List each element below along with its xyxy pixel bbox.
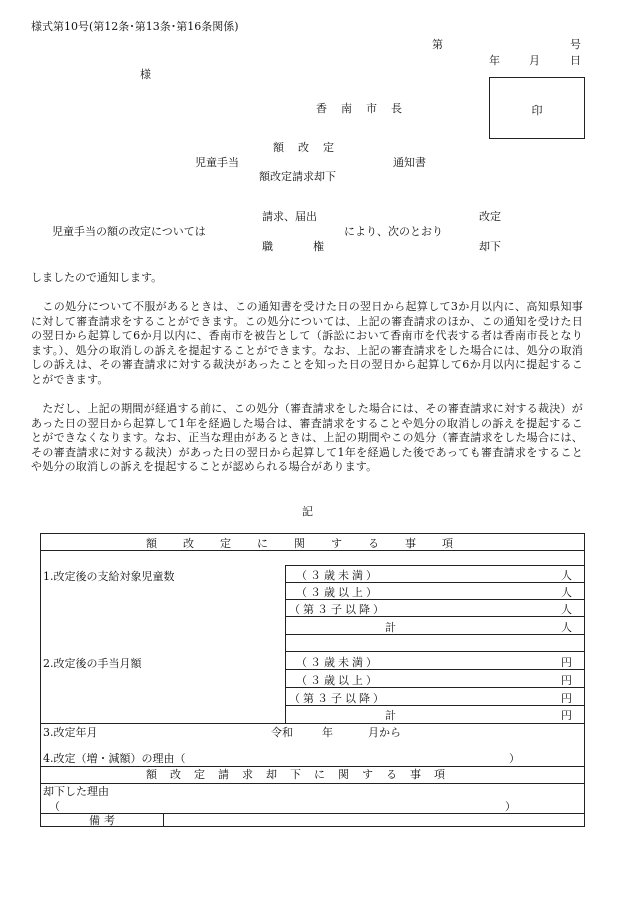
appeal-paragraph-1: この処分について不服があるときは、この通知書を受けた日の翌日から起算して3か月以内に、高知県知事に対して審査請求をすることができます。この処分については、上記の審査請求のほか、この通知を受けた日の翌日から起算して6か月以内に、香南市を被告として（訴訟において香南市を代表する者は香南市長となります。）、処分の取消しの訴えを提起することができます。なお、上記の審査請求をした場合には、処分の取消しの訴えは、その審査請求に対する裁決があったことを知った日の翌日から起算して6か月以内に提起することができます。 (31, 300, 583, 386)
item3-month: 月から (368, 726, 401, 739)
intro-result-change: 改定 (479, 210, 501, 223)
item1-row-third-child-unit: 人 (561, 603, 572, 616)
item3-label: 3.改定年月 (43, 726, 98, 739)
title-option-rejection: 額改定請求却下 (259, 170, 336, 183)
item3-era: 令和 (271, 726, 293, 739)
item1-row-under3: （３歳未満） (296, 569, 380, 582)
intro-result-reject: 却下 (479, 240, 501, 253)
intro-mid: により、次のとおり (344, 225, 443, 238)
title-left: 児童手当 (195, 156, 239, 169)
seal-box (489, 77, 585, 139)
title-right: 通知書 (393, 156, 426, 169)
reject-reason-label: 却下した理由 (43, 785, 109, 798)
item1-row-over3-unit: 人 (561, 586, 572, 599)
item2-row-under3: （３歳未満） (296, 656, 380, 669)
title-option-amount-change: 額改定 (273, 141, 348, 154)
seal-mark: 印 (531, 104, 543, 117)
item2-row-under3-unit: 円 (561, 656, 572, 669)
remarks-label: 備考 (89, 814, 119, 827)
section1-header: 額改定に関する事項 (146, 537, 479, 550)
intro-lead: 児童手当の額の改定については (52, 225, 206, 238)
item4-close-paren: ） (509, 752, 520, 765)
item2-row-third-child: （第３子以降） (289, 692, 387, 705)
item4-label: 4.改定（増・減額）の理由（ (43, 752, 186, 765)
doc-number-prefix: 第 (432, 38, 443, 51)
item1-row-third-child: （第３子以降） (289, 603, 387, 616)
item2-row-third-child-unit: 円 (561, 692, 572, 705)
form-number: 様式第10号(第12条･第13条･第16条関係) (31, 20, 239, 33)
item2-row-total: 計 (385, 709, 396, 722)
item1-row-over3: （３歳以上） (296, 586, 380, 599)
item1-row-total: 計 (385, 621, 396, 634)
doc-number-suffix: 号 (570, 38, 581, 51)
item1-row-under3-unit: 人 (561, 569, 572, 582)
item2-row-total-unit: 円 (561, 709, 572, 722)
details-table (40, 533, 585, 827)
recipient-honorific: 様 (140, 68, 151, 81)
intro-closing: しましたので通知します。 (31, 271, 163, 284)
item2-row-over3: （３歳以上） (296, 674, 380, 687)
item2-label: 2.改定後の手当月額 (43, 657, 142, 670)
issuer-name: 香南市長 (316, 102, 416, 115)
item1-label: 1.改定後の支給対象児童数 (43, 570, 175, 583)
date-year: 年 (489, 54, 500, 67)
ki-heading: 記 (302, 505, 313, 518)
reject-close-paren: ） (505, 800, 516, 813)
intro-option-request: 請求、届出 (262, 210, 317, 223)
date-month: 月 (529, 54, 540, 67)
reject-open-paren: （ (49, 800, 60, 813)
appeal-paragraph-2: ただし、上記の期間が経過する前に、この処分（審査請求をした場合には、その審査請求に対する裁決）があった日の翌日から起算して1年を経過した場合は、審査請求をすることや処分の取消しの訴えを提起することができなくなります。なお、正当な理由があるときは、上記の期間やこの処分（審査請求をした場合には、その審査請求に対する裁決）があった日の翌日から起算して1年を経過した後であっても審査請求をすることや処分の取消しの訴えを提起することが認められる場合があります。 (31, 402, 583, 474)
item1-row-total-unit: 人 (561, 621, 572, 634)
item2-row-over3-unit: 円 (561, 674, 572, 687)
date-day: 日 (570, 54, 581, 67)
item3-year: 年 (322, 726, 333, 739)
section2-header: 額改定請求却下に関する事項 (146, 768, 458, 781)
intro-option-ex-officio: 職権 (262, 240, 364, 253)
